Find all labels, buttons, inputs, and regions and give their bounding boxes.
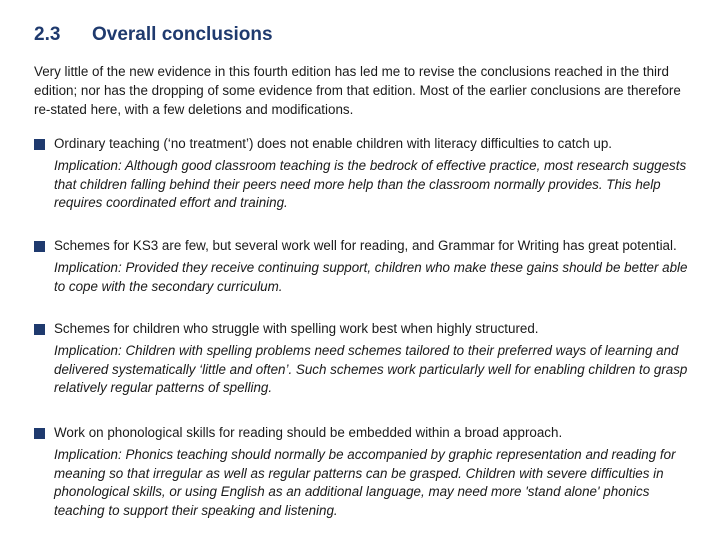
bullet-square-icon (34, 241, 45, 252)
section-heading (34, 24, 273, 46)
bullet-square-icon (34, 139, 45, 150)
conclusion-implication: Implication: Although good classroom teaching is the bedrock of effective practice, most research suggests that children falling behind their peers need more help than the classroom normally provides. This help requires coordinated effort and training. (54, 158, 687, 210)
conclusion-implication: Implication: Phonics teaching should normally be accompanied by graphic representation and reading for meaning so that irregular as well as regular patterns can be grasped. Children with severe difficulties in phonological skills, or using English as an additional language, may need more 'stand alone' phonics teaching to support their speaking and listening. (54, 447, 676, 518)
conclusion-statement: Ordinary teaching (‘no treatment’) does not enable children with literacy difficulties to catch up. (54, 136, 612, 151)
conclusion-implication: Implication: Children with spelling problems need schemes tailored to their preferred ways of learning and delivered systematically ‘little and often’. Such schemes work particularly well for enabling children to grasp relatively regular patterns of spelling. (54, 343, 688, 395)
conclusion-implication: Implication: Provided they receive continuing support, children who make these gains should be better able to cope with the secondary curriculum. (54, 260, 688, 294)
section-number: 2.3 (34, 24, 61, 45)
conclusion-statement: Schemes for children who struggle with spelling work best when highly structured. (54, 321, 539, 336)
intro-paragraph: Very little of the new evidence in this fourth edition has led me to revise the conclusions reached in the third edition; nor has the dropping of some evidence from that edition. Most of the earlier conclusions are therefore re-stated here, with a few deletions and modifications. (34, 64, 681, 117)
bullet-square-icon (34, 324, 45, 335)
section-title: Overall conclusions (92, 24, 273, 45)
conclusion-statement: Schemes for KS3 are few, but several work well for reading, and Grammar for Writing has great potential. (54, 238, 677, 253)
bullet-square-icon (34, 428, 45, 439)
conclusion-statement: Work on phonological skills for reading should be embedded within a broad approach. (54, 425, 563, 440)
